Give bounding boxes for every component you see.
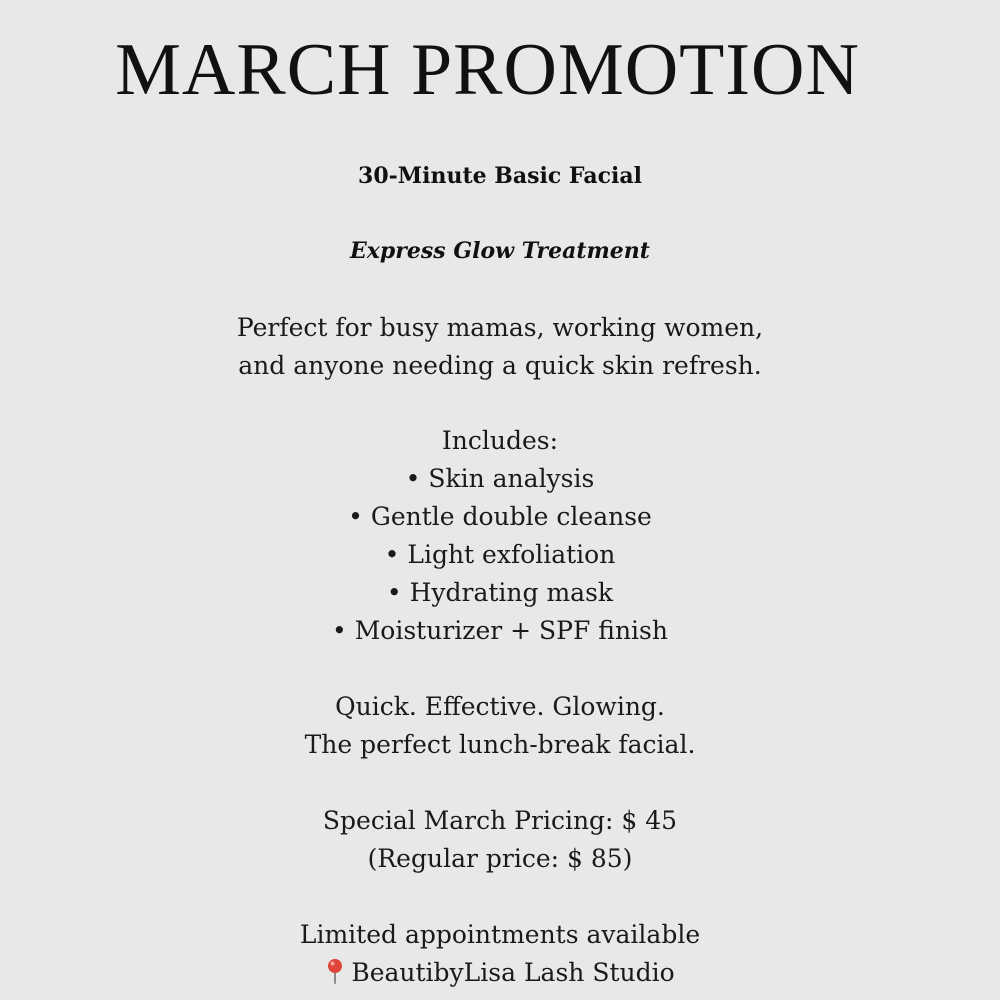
service-name: 30-Minute Basic Facial: [358, 163, 642, 189]
list-item: • Skin analysis: [405, 464, 595, 493]
closing-line: The perfect lunch-break facial.: [304, 730, 696, 759]
footer: [0, 916, 1000, 992]
list-item: • Moisturizer + SPF finish: [332, 616, 668, 645]
list-item: • Hydrating mask: [386, 578, 614, 607]
studio-line: [0, 954, 1000, 992]
list-item: • Gentle double cleanse: [348, 502, 652, 531]
includes-list: [0, 422, 1000, 650]
page-title: MARCH PROMOTION: [115, 29, 860, 111]
includes-heading: Includes:: [441, 426, 559, 455]
regular-price: (Regular price: $ 85): [367, 844, 633, 873]
special-price: Special March Pricing: $ 45: [322, 806, 678, 835]
pricing: [0, 802, 1000, 878]
service-tagline: Express Glow Treatment: [350, 238, 650, 264]
map-pin-icon: [325, 958, 345, 984]
description-line: and anyone needing a quick skin refresh.: [238, 351, 762, 380]
closing-line: Quick. Effective. Glowing.: [335, 692, 665, 721]
list-item: • Light exfoliation: [384, 540, 616, 569]
description-line: Perfect for busy mamas, working women,: [236, 313, 764, 342]
studio-name: BeautibyLisa Lash Studio: [351, 958, 675, 987]
availability-text: Limited appointments available: [299, 920, 701, 949]
description: [0, 309, 1000, 385]
closing-text: [0, 688, 1000, 764]
